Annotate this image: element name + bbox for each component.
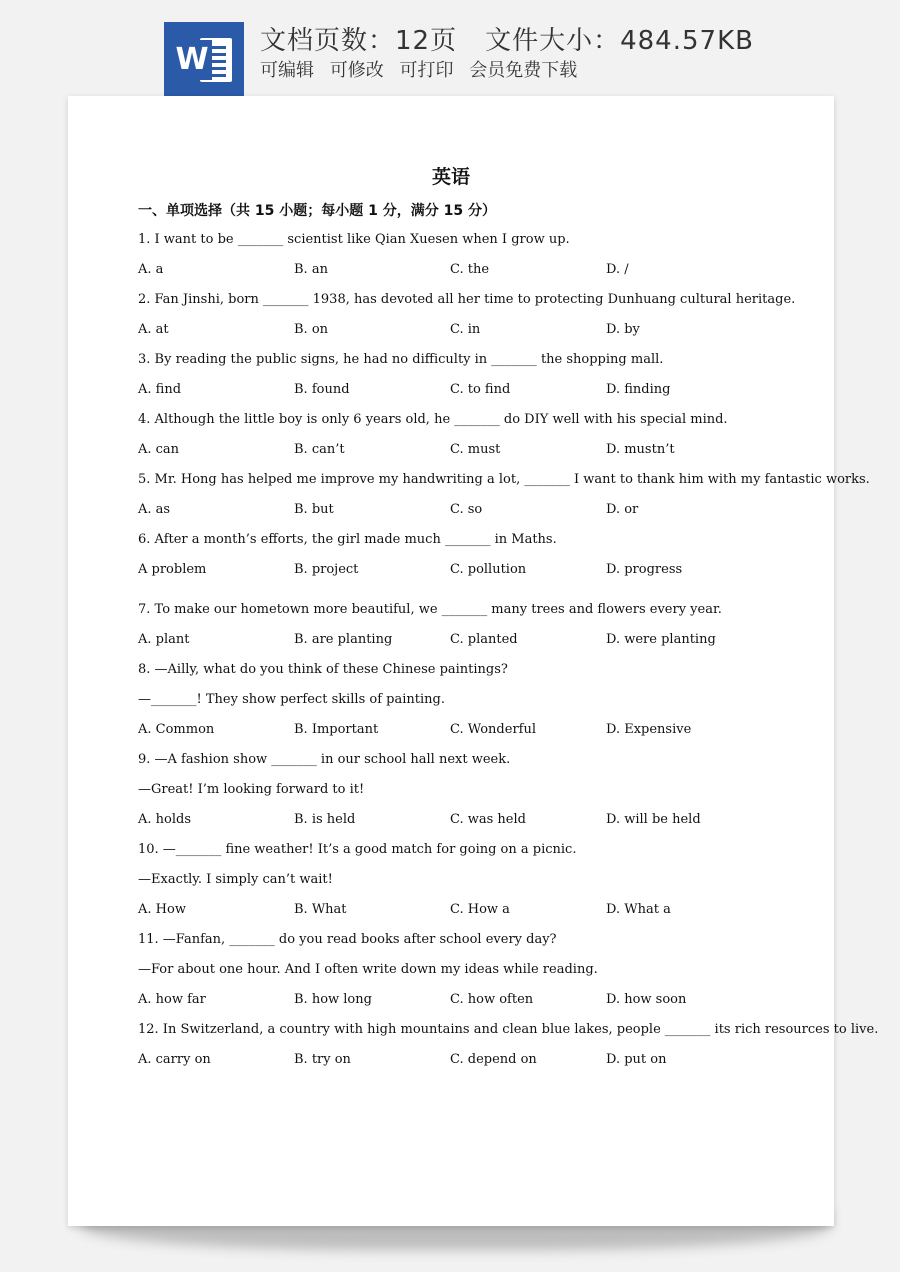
answer-option: C. was held [450,812,526,827]
answer-option: D. What a [606,902,671,917]
question-stem: 1. I want to be _______ scientist like Qian Xuesen when I grow up. [138,232,570,247]
answer-option: D. / [606,262,629,277]
word-document-icon [164,22,244,96]
answer-option: C. planted [450,632,518,647]
answer-option: D. how soon [606,992,687,1007]
answer-option: B. found [294,382,350,397]
answer-option: C. the [450,262,490,277]
answer-option: C. Wonderful [450,722,536,737]
answer-option: A. plant [138,632,190,647]
page-count-label: 文档页数：12页 [260,26,458,56]
feature-modifiable: 可修改 [329,60,384,81]
answer-option: B. project [294,562,359,577]
answer-option: A. at [138,322,169,337]
answer-option: C. must [450,442,501,457]
answer-option: B. on [294,322,329,337]
answer-option: A. how far [138,992,206,1007]
question-stem: 9. —A fashion show _______ in our school hall next week. [138,752,511,767]
answer-option: C. to find [450,382,511,397]
answer-option: B. are planting [294,632,393,647]
answer-option: B. an [294,262,328,277]
feature-editable: 可编辑 [260,60,314,81]
answer-option: A. as [138,502,171,517]
question-dialogue-line: —Exactly. I simply can’t wait! [138,872,333,887]
answer-option: D. or [606,502,639,517]
answer-option: A. Common [138,722,215,737]
feature-list [260,56,587,82]
answer-option: A problem [138,562,207,577]
question-stem: 2. Fan Jinshi, born _______ 1938, has devoted all her time to protecting Dunhuang cultural heritage. [138,292,796,307]
question-dialogue-line: —Great! I’m looking forward to it! [138,782,365,797]
question-stem: 12. In Switzerland, a country with high mountains and clean blue lakes, people _______ its rich resources to live. [138,1022,879,1037]
file-size-label: 文件大小：484.57KB [485,26,754,56]
question-stem: 10. —_______ fine weather! It’s a good match for going on a picnic. [138,842,577,857]
answer-option: D. will be held [606,812,701,827]
download-banner [0,0,900,96]
answer-option: B. What [294,902,347,917]
question-stem: 3. By reading the public signs, he had no difficulty in _______ the shopping mall. [138,352,664,367]
question-dialogue-line: —For about one hour. And I often write down my ideas while reading. [138,962,598,977]
document-title: 英语 [431,166,470,188]
answer-option: C. How a [450,902,510,917]
answer-option: C. how often [450,992,534,1007]
answer-option: A. find [138,382,182,397]
section-heading: 一、单项选择（共 15 小题；每小题 1 分，满分 15 分） [138,203,496,219]
question-stem: 11. —Fanfan, _______ do you read books after school every day? [138,932,557,947]
answer-option: D. Expensive [606,722,692,737]
feature-member-download: 会员免费下载 [469,60,578,81]
answer-option: C. pollution [450,562,527,577]
question-stem: 8. —Ailly, what do you think of these Chinese paintings? [138,662,508,677]
answer-option: B. try on [294,1052,351,1067]
document-page [68,96,879,1226]
answer-option: B. is held [294,812,356,827]
question-stem: 5. Mr. Hong has helped me improve my handwriting a lot, _______ I want to thank him with my fantastic works. [138,472,870,487]
answer-option: D. finding [606,382,671,397]
word-logo-letter: W [172,40,212,80]
answer-option: B. can’t [294,442,345,457]
question-stem: 4. Although the little boy is only 6 years old, he _______ do DIY well with his special mind. [138,412,728,427]
answer-option: A. How [138,902,186,917]
answer-option: D. put on [606,1052,667,1067]
answer-option: C. so [450,502,483,517]
answer-option: A. holds [138,812,192,827]
question-stem: 6. After a month’s efforts, the girl made much _______ in Maths. [138,532,557,547]
answer-option: D. mustn’t [606,442,675,457]
feature-printable: 可打印 [399,60,454,81]
answer-option: A. carry on [138,1052,211,1067]
answer-option: B. Important [294,722,379,737]
answer-option: A. a [138,262,164,277]
answer-option: B. how long [294,992,372,1007]
file-info-line [260,20,754,57]
answer-option: C. depend on [450,1052,537,1067]
answer-option: D. by [606,322,640,337]
answer-option: D. progress [606,562,683,577]
answer-option: C. in [450,322,481,337]
question-dialogue-line: —_______! They show perfect skills of painting. [138,692,445,707]
answer-option: A. can [138,442,180,457]
answer-option: D. were planting [606,632,716,647]
answer-option: B. but [294,502,334,517]
question-stem: 7. To make our hometown more beautiful, we _______ many trees and flowers every year. [138,602,722,617]
